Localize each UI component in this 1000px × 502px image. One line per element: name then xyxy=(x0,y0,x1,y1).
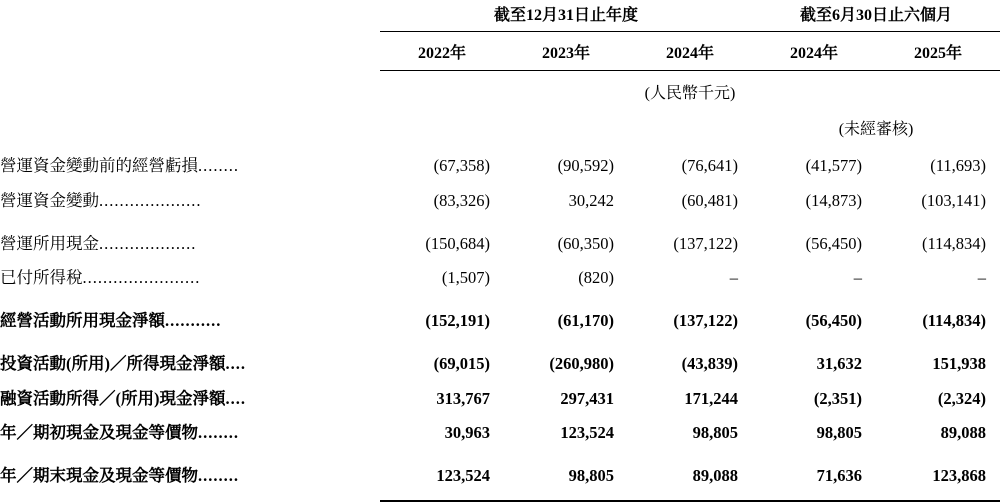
row-value: 297,431 xyxy=(560,388,614,408)
header-spacer-4 xyxy=(0,107,380,149)
header-year-row xyxy=(0,32,1000,71)
row-label-text: 年／期末現金及現金等價物 xyxy=(0,466,198,485)
row-value: – xyxy=(853,268,863,288)
table-row xyxy=(0,339,1000,382)
header-col-2024: 2024年 xyxy=(628,32,752,71)
row-value: (103,141) xyxy=(921,190,987,210)
row-value: (2,324) xyxy=(937,388,987,408)
row-value: (11,693) xyxy=(930,156,987,175)
row-value: (14,873) xyxy=(805,190,863,210)
row-leader-dots: ........ xyxy=(198,466,239,485)
row-label xyxy=(0,416,380,451)
row-value: 98,805 xyxy=(816,423,863,443)
row-label-text: 融資活動所得／(所用)現金淨額 xyxy=(0,388,226,408)
row-label xyxy=(0,261,380,296)
row-value: (61,170) xyxy=(557,311,614,330)
row-label-text: 營運資金變動前的經營虧損 xyxy=(0,156,198,175)
row-value: 89,088 xyxy=(940,423,987,443)
row-leader-dots: ....................... xyxy=(82,268,201,288)
table-row xyxy=(0,382,1000,417)
header-spacer xyxy=(0,0,380,32)
row-label-text: 投資活動(所用)／所得現金淨額 xyxy=(0,353,226,373)
row-value: (137,122) xyxy=(673,233,739,253)
header-spacer-2 xyxy=(0,32,380,71)
row-value: (56,450) xyxy=(805,233,863,253)
row-value: – xyxy=(977,268,987,288)
header-unit-row xyxy=(0,71,1000,108)
header-col-2025-interim: 2025年 xyxy=(876,32,1000,71)
header-group-row xyxy=(0,0,1000,32)
row-value: 89,088 xyxy=(692,466,739,485)
row-value: 313,767 xyxy=(436,388,490,408)
table-row-total xyxy=(0,451,1000,494)
row-leader-dots: ........ xyxy=(198,423,239,443)
header-unit-blank-3 xyxy=(752,71,876,108)
table-row xyxy=(0,261,1000,296)
table-body xyxy=(0,149,1000,501)
row-label-text: 已付所得稅 xyxy=(0,268,83,288)
row-leader-dots: ........... xyxy=(165,311,222,330)
header-unaudited-row xyxy=(0,107,1000,149)
row-leader-dots: ................... xyxy=(99,233,197,253)
header-group-annual: 截至12月31日止年度 xyxy=(380,0,752,32)
row-label xyxy=(0,382,380,417)
row-value: (69,015) xyxy=(433,353,490,373)
header-col-2022: 2022年 xyxy=(380,32,504,71)
row-value: (60,481) xyxy=(681,190,739,210)
header-col-2023: 2023年 xyxy=(504,32,628,71)
row-value: 171,244 xyxy=(684,388,739,408)
row-value: (137,122) xyxy=(673,311,739,330)
row-value: (41,577) xyxy=(805,156,863,175)
row-value: 71,636 xyxy=(816,466,863,485)
row-value: – xyxy=(729,268,739,288)
row-leader-dots: .... xyxy=(225,388,246,408)
row-label-text: 營運所用現金 xyxy=(0,233,99,253)
row-value: (1,507) xyxy=(441,268,490,288)
row-value: (83,326) xyxy=(433,190,490,210)
table-row xyxy=(0,149,1000,184)
row-value: 123,524 xyxy=(560,423,614,443)
table-row xyxy=(0,219,1000,262)
row-label-text: 經營活動所用現金淨額 xyxy=(0,311,165,330)
row-value: (152,191) xyxy=(425,311,490,330)
row-value: (76,641) xyxy=(681,156,739,175)
row-value: (43,839) xyxy=(681,353,739,373)
row-value: 123,868 xyxy=(932,466,987,485)
header-unit-blank-1 xyxy=(380,71,504,108)
row-value: 98,805 xyxy=(692,423,739,443)
row-label xyxy=(0,219,380,262)
row-value: 98,805 xyxy=(568,466,614,485)
header-unaudited-blank-1 xyxy=(380,107,504,149)
header-spacer-3 xyxy=(0,71,380,108)
row-label-text: 年／期初現金及現金等價物 xyxy=(0,423,198,443)
row-value: (2,351) xyxy=(813,388,863,408)
row-value: (67,358) xyxy=(433,156,490,175)
row-label-text: 營運資金變動 xyxy=(0,190,99,210)
table-header xyxy=(0,0,1000,149)
row-value: (114,834) xyxy=(922,311,987,330)
row-label xyxy=(0,451,380,494)
row-value: (56,450) xyxy=(805,311,863,330)
header-unaudited-blank-2 xyxy=(504,107,628,149)
row-value: 31,632 xyxy=(816,353,863,373)
row-value: (60,350) xyxy=(557,233,614,253)
row-value: (150,684) xyxy=(425,233,490,253)
row-label xyxy=(0,184,380,219)
table-row xyxy=(0,416,1000,451)
row-leader-dots: ........ xyxy=(198,156,239,175)
header-group-interim: 截至6月30日止六個月 xyxy=(752,0,1000,32)
table-row xyxy=(0,184,1000,219)
row-value: 30,242 xyxy=(568,190,614,210)
row-value: (260,980) xyxy=(549,353,614,373)
row-value: 123,524 xyxy=(436,466,490,485)
row-value: (114,834) xyxy=(922,233,987,253)
row-label xyxy=(0,339,380,382)
header-unit-note: (人民幣千元) xyxy=(644,85,736,102)
row-value: (820) xyxy=(578,268,614,288)
header-col-2024-interim: 2024年 xyxy=(752,32,876,71)
row-label xyxy=(0,149,380,184)
row-leader-dots: .... xyxy=(225,353,246,373)
row-label xyxy=(0,296,380,339)
row-leader-dots: .................... xyxy=(99,190,202,210)
header-unaudited-note: (未經審核) xyxy=(838,121,914,138)
row-value: 30,963 xyxy=(444,423,490,443)
table-row xyxy=(0,296,1000,339)
header-unit-blank-2 xyxy=(504,71,628,108)
row-value: 151,938 xyxy=(932,353,987,373)
header-unaudited-blank-3 xyxy=(628,107,752,149)
row-value: (90,592) xyxy=(557,156,614,175)
header-unit-blank-4 xyxy=(876,71,1000,108)
